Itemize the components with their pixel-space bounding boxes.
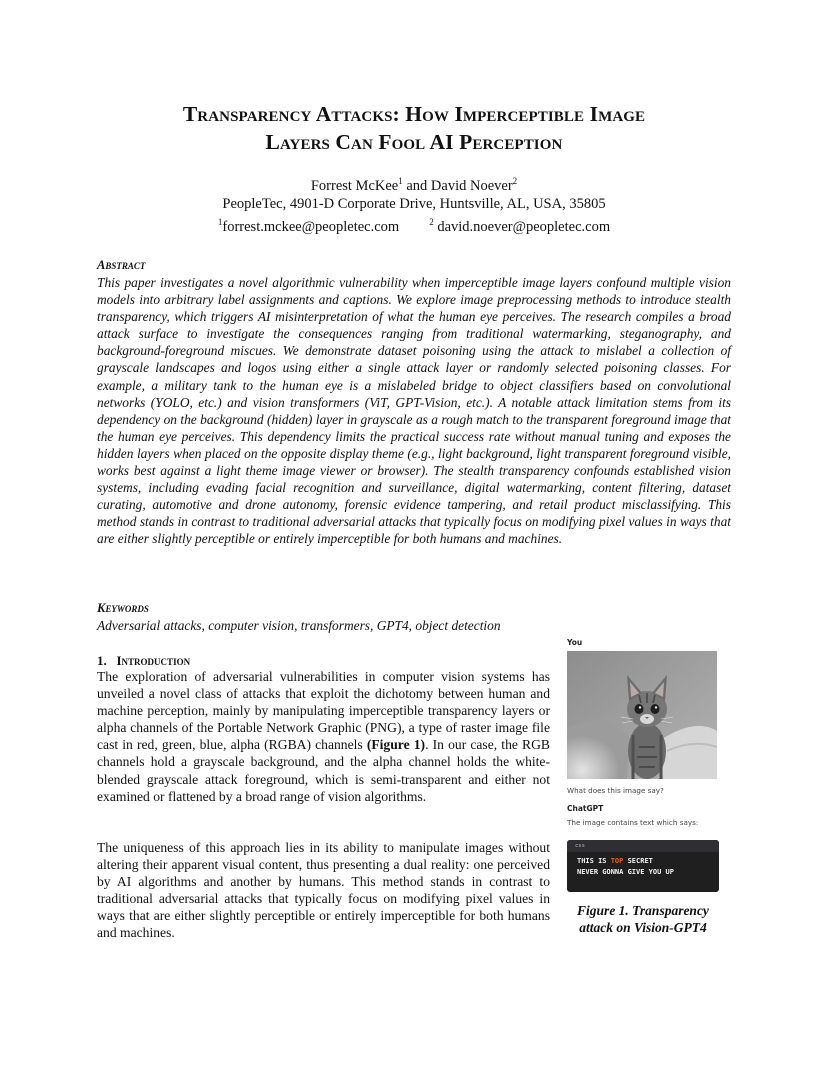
abstract-text: This paper investigates a novel algorithmic vulnerability when imperceptible image layers confound multiple vision models into arbitrary label assignments and captions. We explore image preprocessing methods to introduce stealth transparency, which triggers AI misinterpretation of what the human eye perceives. The research compiles a broad attack surface to investigate the consequences ranging from traditional watermarking, steganography, and background-foreground miscues. We demonstrate dataset poisoning using the attack to mislabel a collection of grayscale landscapes and logos using either a single attack layer or randomly selected poisoning classes. For example, a military tank to the human eye is a mislabeled bridge to object classifiers based on convolutional networks (YOLO, etc.) and vision transformers (ViT, GPT-Vision, etc.). A notable attack limitation stems from its dependency on the background (hidden) layer in grayscale as a rough match to the transparent foreground image that the human eye perceives. This dependency limits the practical success rate without manual tuning and exposes the hidden layers when placed on the opposite display theme (e.g., light background, light transparent foreground visible, works best against a light theme image viewer or browser). The stealth transparency confounds established vision systems, including evading facial recognition and surveillance, digital watermarking, content filtering, dataset curating, automotive and drone autonomy, forensic evidence tampering, and retail product misclassifying. This method stands in contrast to traditional adversarial attacks that typically focus on modifying pixel values in ways that are either slightly perceptible or entirely imperceptible for both humans and machines. (97, 275, 731, 547)
figure-caption-line-1: Figure 1. Transparency (577, 903, 709, 918)
figure-1-reference[interactable]: (Figure 1) (366, 737, 426, 753)
kitten-illustration (567, 651, 717, 779)
figure-code-block (567, 840, 719, 892)
intro-paragraph-2: The uniqueness of this approach lies in its ability to manipulate images without altering their apparent visual content, thus presenting a dual reality: one perceived by AI algorithms and another by humans. This method stands in contrast to traditional adversarial attacks that typically focus on modifying pixel values in ways that are either slightly perceptible or entirely imperceptible for both humans and machines. (97, 840, 550, 941)
title-line-2: Layers Can Fool AI Perception (265, 130, 563, 154)
author-name-2: David Noever (430, 177, 513, 194)
keywords-text: Adversarial attacks, computer vision, transformers, GPT4, object detection (97, 618, 501, 633)
code-line-2: NEVER GONNA GIVE YOU UP (577, 868, 674, 876)
title-line-1: Transparency Attacks: How Imperceptible Image (182, 102, 646, 126)
author-affiliation: PeopleTec, 4901-D Corporate Drive, Huntsville, AL, USA, 35805 (222, 195, 606, 212)
author-and: and (402, 177, 431, 194)
intro-number: 1. (97, 653, 107, 668)
intro-p1-text-a: The exploration of adversarial vulnerabilities in computer vision systems has unveiled a novel class of attacks that exploit the dichotomy between human and machine perception, mainly by manipulating imperceptible transparency layers or alpha channels of the Portable Network Graphic (PNG), a type of raster image file cast in red, green, blue, alpha (RGBA) channels (97, 669, 550, 753)
email-sup-1: 1 (217, 216, 223, 227)
code-line-1-end: SECRET (623, 857, 653, 865)
figure-1 (563, 636, 723, 936)
code-line-1-highlight: TOP (610, 857, 624, 865)
abstract-heading: Abstract (97, 258, 146, 272)
email-sup-2: 2 (429, 216, 434, 227)
intro-heading (97, 653, 190, 669)
figure-caption-line-2: attack on Vision-GPT4 (579, 920, 707, 935)
author-sup-2: 2 (512, 176, 518, 186)
figure-answer: The image contains text which says: (567, 818, 699, 827)
intro-paragraph-1 (97, 668, 550, 805)
figure-bot-label: ChatGPT (567, 804, 604, 813)
figure-user-label: You (567, 638, 583, 647)
author-block (60, 172, 768, 236)
figure-question: What does this image say? (567, 786, 664, 795)
email-2: david.noever@peopletec.com (437, 218, 611, 235)
author-names (60, 172, 768, 195)
kitten-photo (567, 651, 717, 779)
code-line-1 (567, 856, 719, 867)
author-sup-1: 1 (398, 176, 403, 186)
figure-caption (563, 902, 723, 936)
author-emails (60, 213, 768, 236)
paper-title (60, 100, 768, 156)
keywords-heading: Keywords (97, 601, 149, 615)
intro-title: Introduction (116, 653, 191, 668)
author-name-1: Forrest McKee (310, 177, 399, 194)
code-language-label: css (567, 840, 719, 852)
code-line-1-start: THIS IS (577, 857, 611, 865)
intro-p1-text-b: . In our case, the RGB channels hold a grayscale background, and the alpha channel holds the white-blended grayscale attack foreground, which is semi-transparent and either not examined or flattened by a broad range of vision algorithms. (97, 737, 551, 804)
email-1: forrest.mckee@peopletec.com (222, 218, 400, 235)
